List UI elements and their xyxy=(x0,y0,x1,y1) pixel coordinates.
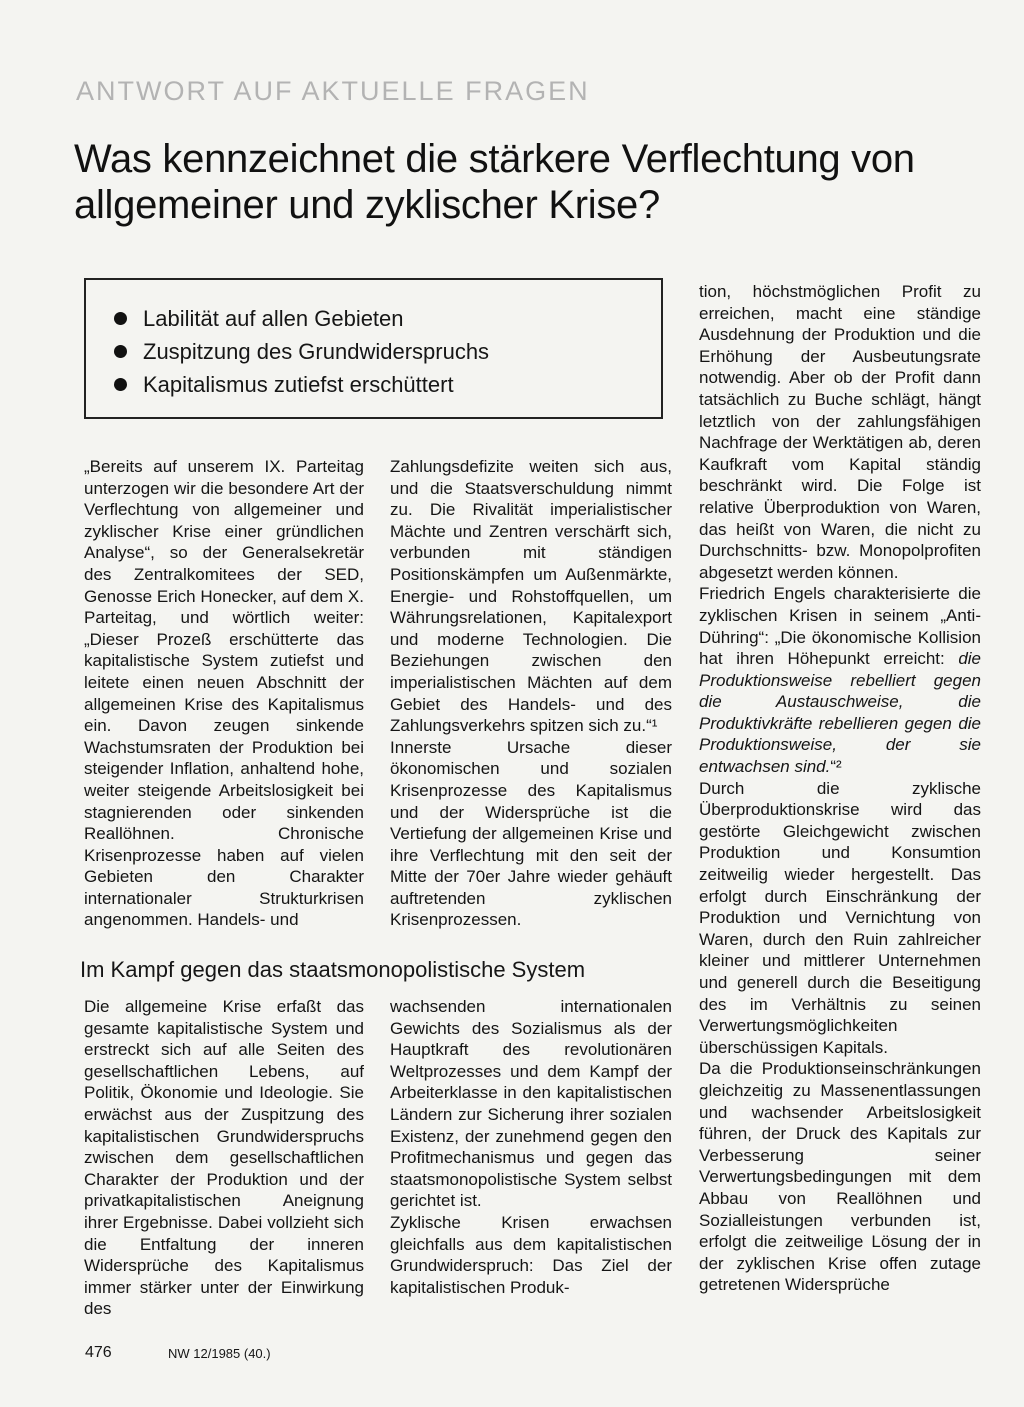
intro-column-left xyxy=(84,456,364,931)
summary-item xyxy=(114,302,661,335)
section-column-middle xyxy=(390,996,672,1298)
section-column-left xyxy=(84,996,364,1320)
intro-column-middle xyxy=(390,456,672,931)
issue-reference: NW 12/1985 (40.) xyxy=(168,1346,271,1361)
section-subheading: Im Kampf gegen das staatsmonopolistische System xyxy=(80,957,586,982)
body-paragraph: Da die Produktionseinschränkungen gleichzeitig zu Massenentlassungen und wachsender Arbeitslosigkeit führen, der Druck des Kapitals zur Verbesserung seiner Verwertungsbedingungen mit dem Abbau von Reallöhnen und Sozialleistungen verbunden ist, erfolgt die zeitweilige Lösung der in der zyklischen Krise offen zutage getretenen Widersprüche xyxy=(699,1059,981,1295)
bullet-dot-icon xyxy=(114,312,127,325)
summary-list xyxy=(86,280,661,401)
quote-italic: die Produktionsweise rebelliert gegen die Austauschweise, die Produktivkräfte rebellieren gegen die Produktionsweise, der sie entwachsen sind. xyxy=(699,649,981,777)
body-paragraph: wachsenden internationalen Gewichts des Sozialismus als der Hauptkraft des revolutionären Weltprozesses und dem Kampf der Arbeiterklasse in den kapitalistischen Ländern zur Sicherung ihrer sozialen Existenz, der zunehmend gegen den Profitmechanismus und gegen das staatsmonopolistische System selbst gerichtet ist. xyxy=(390,997,672,1211)
page-number: 476 xyxy=(85,1344,112,1361)
quote-footnote: “² xyxy=(830,757,842,777)
section-kicker: ANTWORT AUF AKTUELLE FRAGEN xyxy=(76,76,590,106)
article-headline: Was kennzeichnet die stärkere Verflechtung von allgemeiner und zyklischer Krise? xyxy=(74,137,915,227)
summary-item-text: Kapitalismus zutiefst erschüttert xyxy=(143,372,454,397)
body-paragraph: Zahlungsdefizite weiten sich aus, und die Staatsverschuldung nimmt zu. Die Rivalität imperialistischer Mächte und Zentren verschärft sich, verbunden mit ständigen Positionskämpfen um Außenmärkte, Energie- und Rohstoffquellen, um Währungsrelationen, Kapitalexport und moderne Technologien. Die Beziehungen zwischen den imperialistischen Mächten auf dem Gebiet des Handels- und des Zahlungsverkehrs spitzen sich zu.“¹ xyxy=(390,457,672,736)
body-paragraph: tion, höchstmöglichen Profit zu erreichen, macht eine ständige Ausdehnung der Produktion und die Erhöhung der Ausbeutungsrate notwendig. Aber ob der Profit dann tatsächlich zu Buche schlägt, hängt letztlich von der zahlungsfähigen Nachfrage der Werktätigen ab, deren Kaufkraft vom Kapital ständig beschränkt wird. Die Folge ist relative Überproduktion von Waren, das heißt von Waren, die nicht zu Durchschnitts- bzw. Monopolprofiten abgesetzt werden können. xyxy=(699,282,981,582)
quote-lead: Friedrich Engels charakterisierte die zyklischen Krisen in seinem „Anti-Dühring“: „Die ökonomische Kollision hat ihren Höhepunkt erreicht: xyxy=(699,584,981,669)
summary-item-text: Labilität auf allen Gebieten xyxy=(143,306,404,331)
summary-item xyxy=(114,335,661,368)
right-column xyxy=(699,281,981,1296)
body-paragraph: Durch die zyklische Überproduktionskrise wird das gestörte Gleichgewicht zwischen Produktion und Konsumtion zeitweilig wieder hergestellt. Das erfolgt durch Einschränkung der Produktion und Vernichtung von Waren, durch den Ruin zahlreicher kleiner und mittlerer Unternehmen und generell durch die Beseitigung des im Verhältnis zu seinen Verwertungsmöglichkeiten überschüssigen Kapitals. xyxy=(699,778,981,1057)
summary-item xyxy=(114,368,661,401)
body-paragraph: Innerste Ursache dieser ökonomischen und sozialen Krisenprozesse des Kapitalismus und der Widersprüche ist die Vertiefung der allgemeinen Krise und ihre Verflechtung mit den seit der Mitte der 70er Jahre wieder gehäuft auftretenden zyklischen Krisenprozessen. xyxy=(390,737,672,930)
summary-item-text: Zuspitzung des Grundwiderspruchs xyxy=(143,339,490,364)
bullet-dot-icon xyxy=(114,378,127,391)
engels-quote-paragraph xyxy=(699,583,981,777)
bullet-dot-icon xyxy=(114,345,127,358)
summary-box xyxy=(84,278,663,419)
body-paragraph: „Bereits auf unserem IX. Parteitag unterzogen wir die besondere Art der Verflechtung von allgemeiner und zyklischer Krise einer gründlichen Analyse“, so der Generalsekretär des Zentralkomitees der SED, Genosse Erich Honecker, auf dem X. Parteitag, und wörtlich weiter: „Dieser Prozeß erschütterte das kapitalistische System zutiefst und leitete einen neuen Abschnitt der allgemeinen Krise des Kapitalismus ein. Davon zeugen sinkende Wachstumsraten der Produktion bei steigender Inflation, anhaltend hohe, weiter steigende Arbeitslosigkeit bei stagnierenden oder sinkenden Reallöhnen. Chronische Krisenprozesse haben auf vielen Gebieten den Charakter internationaler Strukturkrisen angenommen. Handels- und xyxy=(84,457,364,930)
body-paragraph: Zyklische Krisen erwachsen gleichfalls aus dem kapitalistischen Grundwiderspruch: Das Ziel der kapitalistischen Produk- xyxy=(390,1212,672,1297)
body-paragraph: Die allgemeine Krise erfaßt das gesamte kapitalistische System und erstreckt sich auf alle Seiten des gesellschaftlichen Lebens, auf Politik, Ökonomie und Ideologie. Sie erwächst aus der Zuspitzung des kapitalistischen Grundwiderspruchs zwischen dem gesellschaftlichen Charakter der Produktion und der privatkapitalistischen Aneignung ihrer Ergebnisse. Dabei vollzieht sich die Entfaltung der inneren Widersprüche des Kapitalismus immer stärker unter der Einwirkung des xyxy=(84,997,364,1319)
